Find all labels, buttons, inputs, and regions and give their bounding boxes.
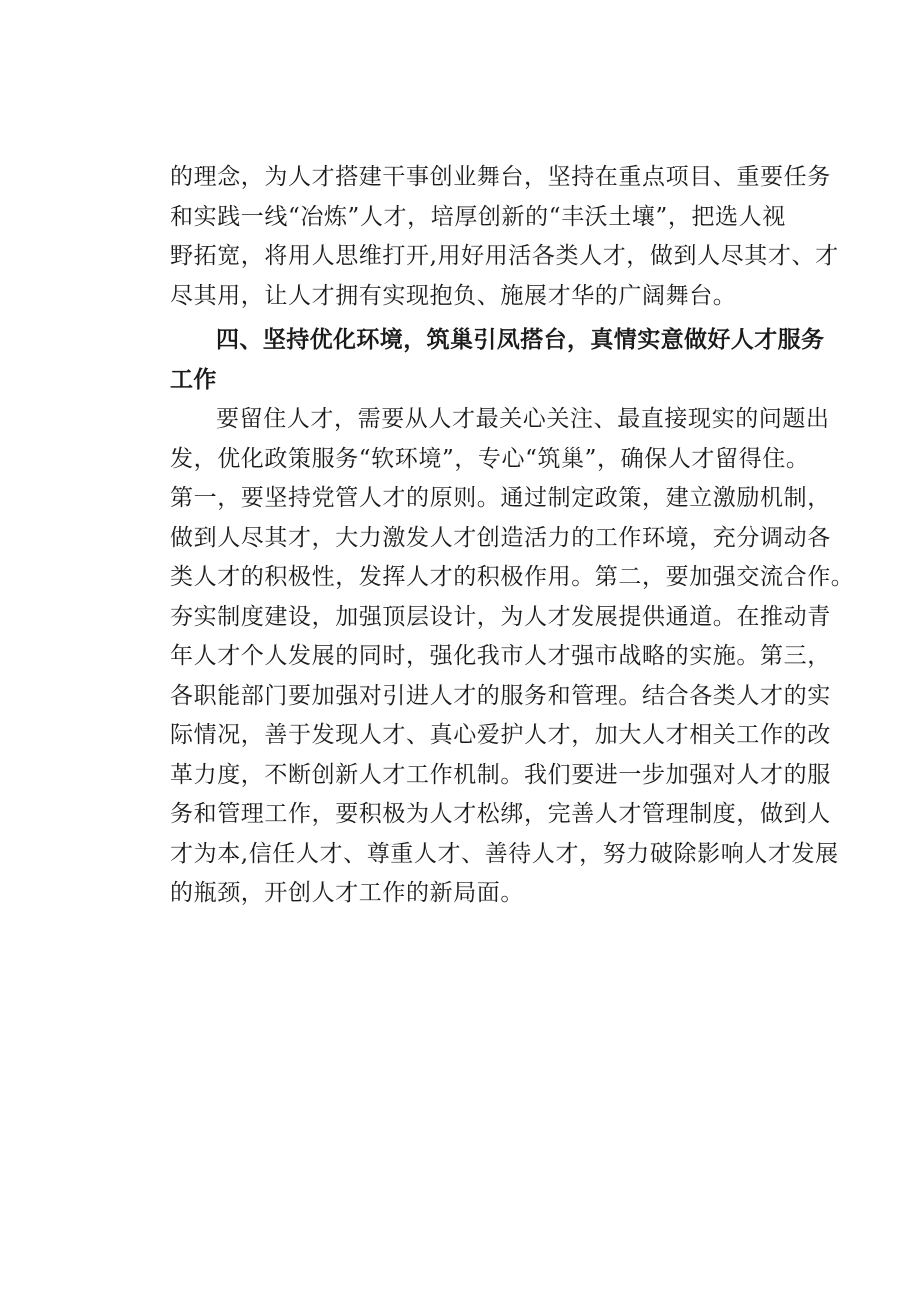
paragraph-line: 的瓶颈，开创人才工作的新局面。 xyxy=(170,880,524,906)
section-heading-line: 四、坚持优化环境，筑巢引凤搭台，真情实意做好人才服务 xyxy=(216,327,825,353)
section-heading-line: 工作 xyxy=(170,366,217,393)
paragraph-line: 夯实制度建设，加强顶层设计，为人才发展提供通道。在推动青 xyxy=(170,603,831,630)
paragraph-line: 才为本,信任人才、尊重人才、善待人才，努力破除影响人才发展 xyxy=(170,840,839,867)
paragraph-line: 野拓宽，将用人思维打开,用好用活各类人才，做到人尽其才、才 xyxy=(170,243,839,269)
paragraph-line: 务和管理工作，要积极为人才松绑，完善人才管理制度，做到人 xyxy=(170,801,831,827)
paragraph-line: 革力度，不断创新人才工作机制。我们要进一步加强对人才的服 xyxy=(170,761,831,788)
paragraph-line: 发，优化政策服务“软环境”，专心“筑巢”，确保人才留得住。 xyxy=(170,445,810,472)
paragraph-continued xyxy=(170,158,839,316)
paragraph-line: 做到人尽其才，大力激发人才创造活力的工作环境，充分调动各 xyxy=(170,524,831,551)
section-heading xyxy=(170,321,825,400)
paragraph-line: 和实践一线“冶炼”人才，培厚创新的“丰沃土壤”，把选人视 xyxy=(170,203,786,230)
paragraph-line: 要留住人才，需要从人才最关心关注、最直接现实的问题出 xyxy=(216,406,830,432)
paragraph-line: 尽其用，让人才拥有实现抱负、施展才华的广阔舞台。 xyxy=(170,282,737,309)
paragraph-line: 的理念，为人才搭建干事创业舞台，坚持在重点项目、重要任务 xyxy=(170,164,831,190)
paragraph-line: 类人才的积极性，发挥人才的积极作用。第二，要加强交流合作。 xyxy=(170,564,855,590)
paragraph-line: 第一，要坚持党管人才的原则。通过制定政策，建立激励机制， xyxy=(170,485,831,511)
paragraph-body xyxy=(170,400,855,914)
document-body xyxy=(170,158,855,914)
paragraph-line: 各职能部门要加强对引进人才的服务和管理。结合各类人才的实 xyxy=(170,682,831,709)
paragraph-line: 际情况，善于发现人才、真心爱护人才，加大人才相关工作的改 xyxy=(170,722,831,748)
paragraph-line: 年人才个人发展的同时，强化我市人才强市战略的实施。第三， xyxy=(170,643,831,669)
